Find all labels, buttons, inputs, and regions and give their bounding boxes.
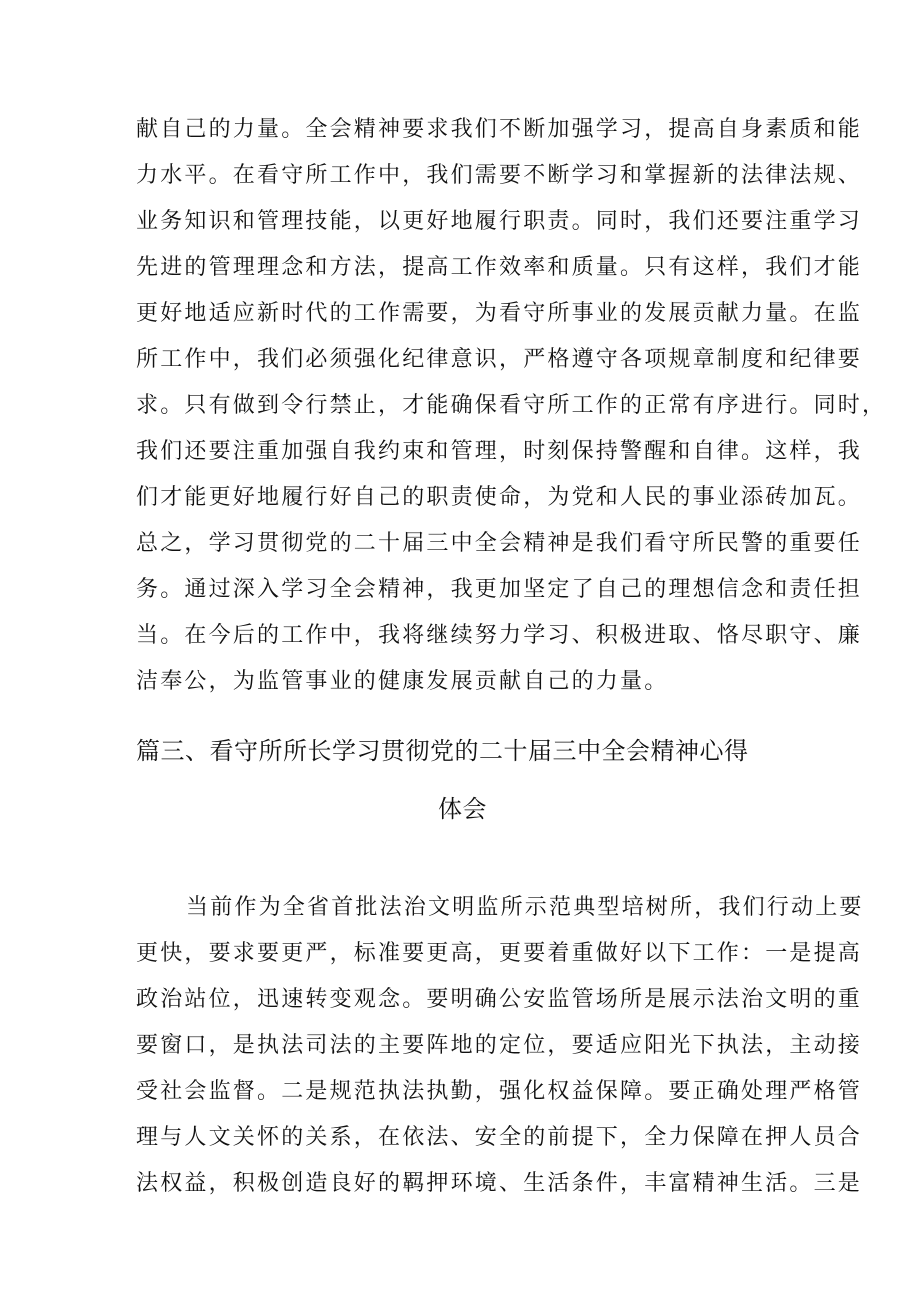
paragraph-line: 要窗口，是执法司法的主要阵地的定位，要适应阳光下执法，主动接: [136, 1033, 863, 1058]
paragraph-line: 们才能更好地履行好自己的职责使命，为党和人民的事业添砖加瓦。: [136, 485, 863, 510]
paragraph-line: 更好地适应新时代的工作需要，为看守所事业的发展贡献力量。在监: [136, 301, 863, 326]
paragraph-line: 献自己的力量。全会精神要求我们不断加强学习，提高自身素质和能: [136, 117, 863, 142]
paragraph-line: 当。在今后的工作中，我将继续努力学习、积极进取、恪尽职守、廉: [136, 623, 863, 648]
paragraph-line: 先进的管理理念和方法，提高工作效率和质量。只有这样，我们才能: [136, 255, 863, 280]
paragraph-line: 洁奉公，为监管事业的健康发展贡献自己的力量。: [136, 669, 669, 694]
paragraph-line: 我们还要注重加强自我约束和管理，时刻保持警醒和自律。这样，我: [136, 439, 863, 464]
paragraph-line: 理与人文关怀的关系，在依法、安全的前提下，全力保障在押人员合: [136, 1125, 863, 1150]
paragraph-line: 求。只有做到令行禁止，才能确保看守所工作的正常有序进行。同时，: [136, 393, 887, 418]
section-heading-line-1: 篇三、看守所所长学习贯彻党的二十届三中全会精神心得: [136, 737, 749, 765]
paragraph-line: 法权益，积极创造良好的羁押环境、生活条件，丰富精神生活。三是: [136, 1171, 863, 1196]
paragraph-line: 力水平。在看守所工作中，我们需要不断学习和掌握新的法律法规、: [136, 163, 863, 188]
paragraph-line: 当前作为全省首批法治文明监所示范典型培树所，我们行动上要: [186, 895, 864, 920]
paragraph-line: 总之，学习贯彻党的二十届三中全会精神是我们看守所民警的重要任: [136, 531, 863, 556]
paragraph-line: 受社会监督。二是规范执法执勤，强化权益保障。要正确处理严格管: [136, 1079, 863, 1104]
paragraph-line: 务。通过深入学习全会精神，我更加坚定了自己的理想信念和责任担: [136, 577, 863, 602]
paragraph-line: 业务知识和管理技能，以更好地履行职责。同时，我们还要注重学习: [136, 209, 863, 234]
section-heading-line-2: 体会: [438, 795, 487, 823]
paragraph-line: 更快，要求要更严，标准要更高，更要着重做好以下工作：一是提高: [136, 941, 863, 966]
paragraph-line: 政治站位，迅速转变观念。要明确公安监管场所是展示法治文明的重: [136, 987, 863, 1012]
paragraph-line: 所工作中，我们必须强化纪律意识，严格遵守各项规章制度和纪律要: [136, 347, 863, 372]
